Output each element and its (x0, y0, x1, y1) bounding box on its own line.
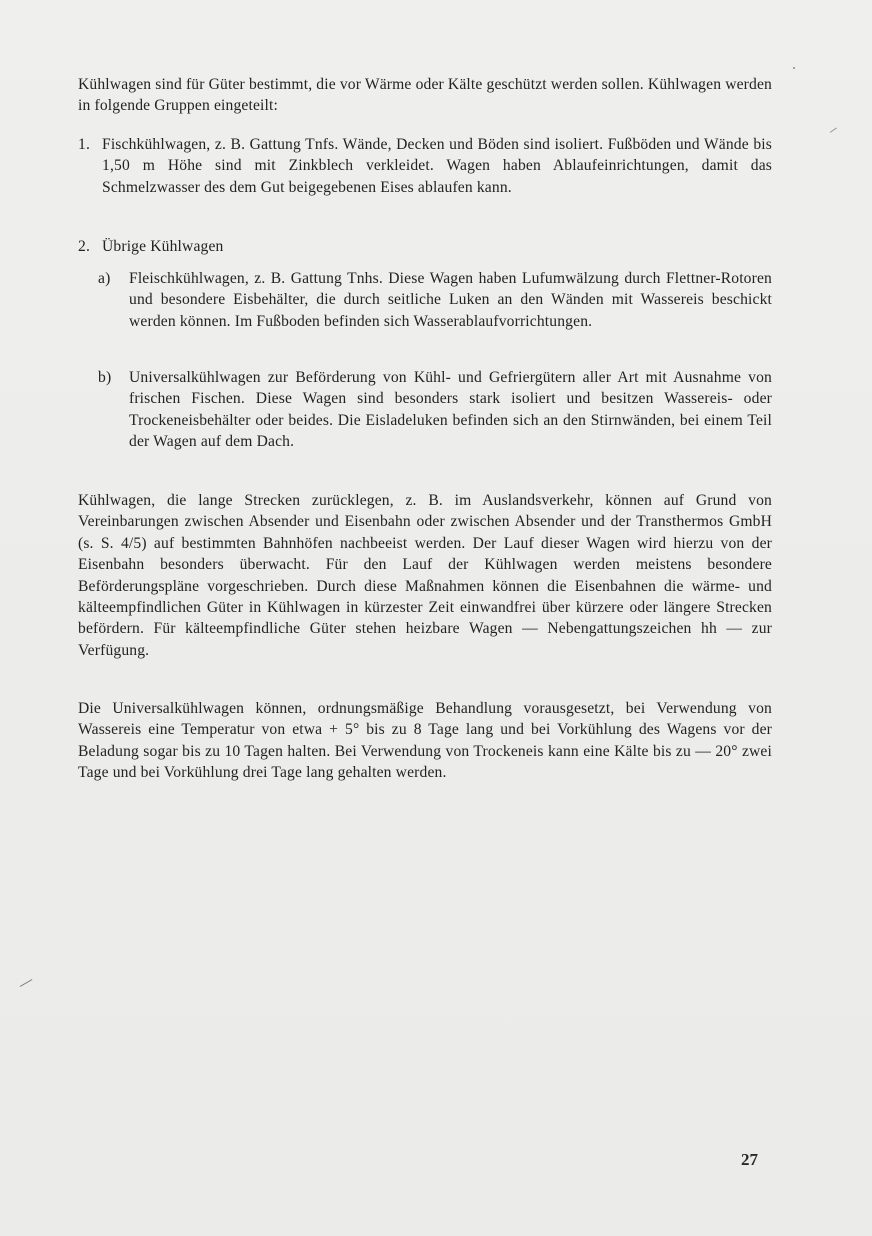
scan-speck (793, 67, 795, 69)
list-item-number: 2. (78, 238, 90, 255)
paragraph-temperature (78, 698, 772, 784)
sub-item-b (98, 367, 772, 453)
sub-item-text: Fleischkühlwagen, z. B. Gattung Tnhs. Diese Wagen haben Lufumwälzung durch Flettner-Rotoren und besondere Eisbehälter, die durch seitliche Luken an den Wänden mit Wassereis beschickt werden können. Im Fußboden befinden sich Wasserablaufvorrichtungen. (129, 270, 772, 330)
paragraph-transport (78, 490, 772, 661)
intro-text: Kühlwagen sind für Güter bestimmt, die vor Wärme oder Kälte geschützt werden sollen. Kühlwagen werden in folgende Gruppen eingeteilt: (78, 76, 772, 115)
sub-item-letter: a) (98, 270, 111, 287)
list-item-text: Fischkühlwagen, z. B. Gattung Tnfs. Wände, Decken und Böden sind isoliert. Fußböden und Wände bis 1,50 m Höhe sind mit Zinkblech verkleidet. Wagen haben Ablaufeinrichtungen, damit das Schmelzwasser des dem Gut beigegebenen Eises ablaufen kann. (102, 136, 772, 196)
list-item-number: 1. (78, 136, 90, 153)
sub-item-letter: b) (98, 369, 112, 386)
paragraph-text: Kühlwagen, die lange Strecken zurücklegen, z. B. im Auslandsverkehr, können auf Grund von Vereinbarungen zwischen Absender und Eisenbahn oder zwischen Absender und der Transthermos GmbH (s. S. 4/5) auf bestimmten Bahnhöfen nachbeeist werden. Der Lauf dieser Wagen wird hierzu von der Eisenbahn besonders überwacht. Für den Lauf der Kühlwagen werden meistens besondere Beförderungspläne vorgeschrieben. Durch diese Maßnahmen können die Eisenbahnen die wärme- und kälteempfindlichen Güter in Kühlwagen in kürzester Zeit einwandfrei über kürzere oder längere Strecken befördern. Für kälteempfindliche Güter stehen heizbare Wagen — Nebengattungszeichen hh — zur Verfügung. (78, 492, 772, 659)
paragraph-text: Die Universalkühlwagen können, ordnungsmäßige Behandlung vorausgesetzt, bei Verwendung von Wassereis eine Temperatur von etwa + 5° bis zu 8 Tage lang und bei Vorkühlung des Wagens vor der Beladung sogar bis zu 10 Tagen halten. Bei Verwendung von Trockeneis kann eine Kälte bis zu — 20° zwei Tage und bei Vorkühlung drei Tage lang gehalten werden. (78, 700, 772, 782)
list-item-1 (78, 134, 772, 198)
scan-speck (20, 979, 33, 987)
sub-item-a (98, 268, 772, 332)
sub-item-text: Universalkühlwagen zur Beförderung von Kühl- und Gefriergütern aller Art mit Ausnahme von frischen Fischen. Diese Wagen sind besonders stark isoliert und besitzen Wassereis- oder Trockeneisbehälter oder beides. Die Eisladeluken befinden sich an den Stirnwänden, bei einem Teil der Wagen auf dem Dach. (129, 369, 772, 451)
scan-speck (830, 128, 837, 133)
intro-paragraph (78, 74, 772, 117)
list-item-2 (78, 236, 772, 257)
list-item-text: Übrige Kühlwagen (102, 238, 224, 255)
page-number: 27 (741, 1150, 758, 1169)
